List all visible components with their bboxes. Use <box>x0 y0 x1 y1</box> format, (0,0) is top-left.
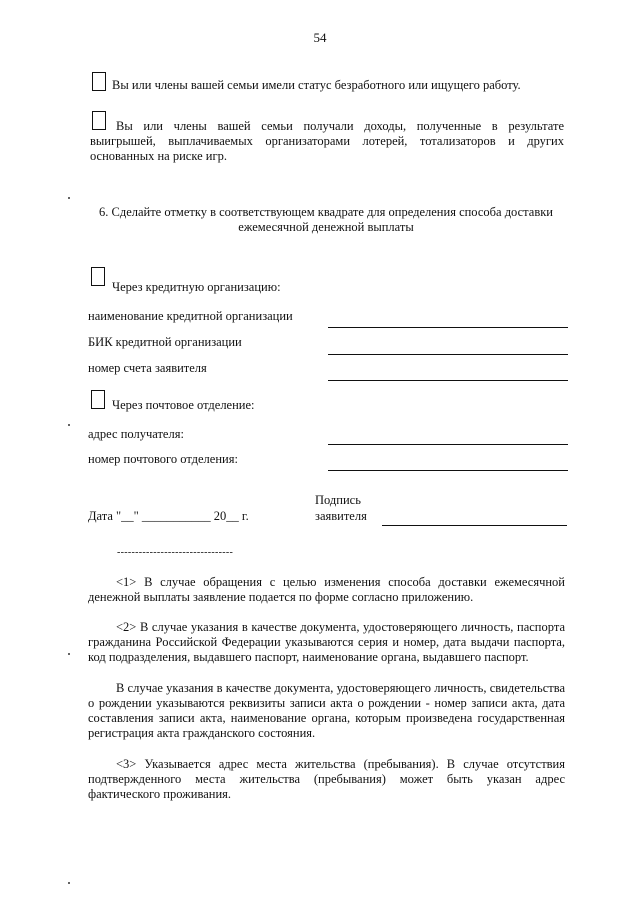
credit-org-label: Через кредитную организацию: <box>112 280 281 294</box>
post-office-checkbox[interactable] <box>91 390 105 409</box>
unemployed-checkbox[interactable] <box>92 72 106 91</box>
section-6-heading-cont: ежемесячной денежной выплаты <box>238 220 414 234</box>
scan-mark <box>68 424 70 426</box>
footnote-3: <3> Указывается адрес места жительства (пребывания). В случае отсутствия подтвержденного места жительства (пребывания) может быть указан адрес фактического проживания. <box>88 757 565 801</box>
lottery-income-label: Вы или члены вашей семьи получали доходы, полученные в результате выигрышей, выплачиваемых организаторами лотерей, тотализаторов и других основанных на риске игр. <box>90 119 564 163</box>
signature-label-cont: заявителя <box>315 509 367 523</box>
scan-mark <box>68 882 70 884</box>
scan-mark <box>68 197 70 199</box>
section-6-heading: 6. Сделайте отметку в соответствующем квадрате для определения способа доставки <box>99 205 553 219</box>
post-office-number-label: номер почтового отделения: <box>88 452 238 466</box>
bik-label: БИК кредитной организации <box>88 335 242 349</box>
credit-org-name-label: наименование кредитной организации <box>88 309 293 323</box>
post-office-number-field[interactable] <box>328 470 568 471</box>
signature-label: Подпись <box>315 493 361 507</box>
footnote-2: <2> В случае указания в качестве документа, удостоверяющего личность, паспорта гражданина Российской Федерации указываются серия и номер, дата выдачи паспорта, код подразделения, выдавшего паспорт, наименование органа, выдавшего паспорт. <box>88 620 565 664</box>
footnote-1: <1> В случае обращения с целью изменения способа доставки ежемесячной денежной выплаты заявление подается по форме согласно приложению. <box>88 575 565 604</box>
scan-mark <box>68 653 70 655</box>
account-number-field[interactable] <box>328 380 568 381</box>
page-number: 54 <box>313 30 327 45</box>
recipient-address-field[interactable] <box>328 444 568 445</box>
unemployed-label: Вы или члены вашей семьи имели статус безработного или ищущего работу. <box>112 78 521 92</box>
recipient-address-label: адрес получателя: <box>88 427 184 441</box>
signature-field[interactable] <box>382 525 567 526</box>
credit-org-name-field[interactable] <box>328 327 568 328</box>
bik-field[interactable] <box>328 354 568 355</box>
footnote-separator: -------------------------------- <box>117 547 234 558</box>
account-number-label: номер счета заявителя <box>88 361 207 375</box>
post-office-label: Через почтовое отделение: <box>112 398 255 412</box>
credit-org-checkbox[interactable] <box>91 267 105 286</box>
date-field: Дата "__" ___________ 20__ г. <box>88 509 249 523</box>
footnote-2-continued: В случае указания в качестве документа, удостоверяющего личность, свидетельства о рождении указываются реквизиты записи акта о рождении - номер записи акта, дата составления записи акта, наименование органа, которым произведена государственная регистрация акта гражданского состояния. <box>88 681 565 740</box>
